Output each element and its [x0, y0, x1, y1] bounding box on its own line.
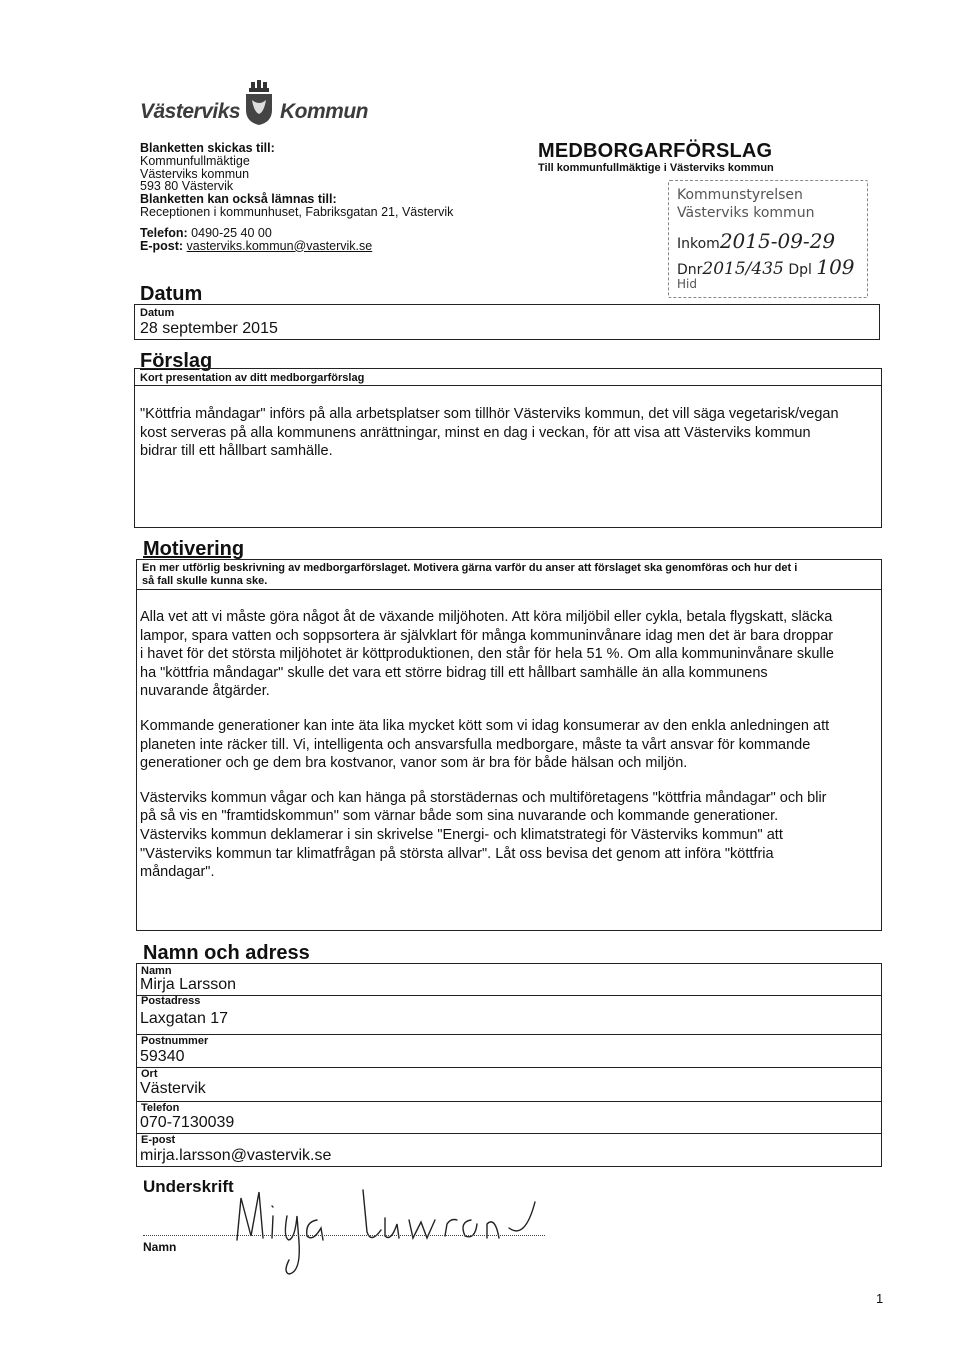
forslag-line: "Köttfria måndagar" införs på alla arbetsplatser som tillhör Västerviks kommun, det vill säga vegetarisk/vegan	[140, 406, 839, 422]
alt-address: Receptionen i kommunhuset, Fabriksgatan 21, Västervik	[140, 204, 454, 219]
form-subtitle: Till kommunfullmäktige i Västerviks kommun	[538, 162, 774, 174]
contact-box	[136, 963, 882, 1167]
address-line: Kommunfullmäktige	[140, 153, 250, 168]
contact-value-postnummer[interactable]: 59340	[140, 1048, 185, 1065]
coat-of-arms-icon	[242, 80, 276, 126]
stamp-inkom-value: 2015-09-29	[719, 229, 836, 253]
stamp-dpl-value: 109	[816, 255, 855, 279]
stamp-line1: Kommunstyrelsen	[677, 187, 803, 203]
contact-heading: Namn och adress	[143, 942, 310, 964]
motivering-text[interactable]	[140, 608, 834, 898]
logo-text-right: Kommun	[280, 100, 368, 123]
email-link[interactable]: vasterviks.kommun@vastervik.se	[186, 238, 373, 253]
datum-heading: Datum	[140, 283, 203, 305]
motivering-paragraph: Alla vet att vi måste göra något åt de växande miljöhoten. Att köra miljöbil eller cykla, betala flygskatt, släcka lampor, spara vatten och soppsortera är självklart för många kommuninvånare idag men det är bara droppar i havet för det största miljöhotet är köttproduktionen, den står för hela 51 %. Om alla kommuninvånare skulle ha "köttfria måndagar" skulle det vara ett större bidrag till ett hållbart samhälle än alla kommunens nuvarande åtgärder.	[140, 609, 834, 700]
contact-value-ort[interactable]: Västervik	[140, 1080, 206, 1097]
motivering-heading: Motivering	[143, 538, 245, 560]
signature-line	[143, 1235, 545, 1236]
motivering-box	[136, 559, 882, 931]
page-number: 1	[876, 1291, 884, 1306]
logo-text-left: Västerviks	[140, 100, 241, 123]
forslag-line: kost serveras på alla kommunens anrättningar, minst en dag i veckan, för att visa att Västerviks kommun	[140, 424, 811, 441]
signature-name-label: Namn	[143, 1240, 177, 1254]
municipality-logo	[140, 78, 370, 128]
motivering-paragraph: Västerviks kommun vågar och kan hänga på storstädernas och multiföretagens "köttfria måndagar" och blir på så vis en "framtidskommun" som värnar både som sina nuvarande och kommande generationer. Västerviks kommun deklamerar i sin skrivelse "Energi- och klimatstrategi för Västerviks kommun" att "Västerviks kommun tar klimatfrågan på största allvar". Låt oss bevisa det genom att införa "köttfria måndagar".	[140, 789, 827, 881]
forslag-text[interactable]	[140, 405, 839, 461]
stamp-inkom-label: Inkom	[677, 236, 720, 252]
datum-value[interactable]: 28 september 2015	[140, 320, 278, 337]
alt-label: Blanketten kan också lämnas till:	[140, 192, 337, 207]
signature-heading: Underskrift	[143, 1177, 234, 1196]
datum-box	[134, 304, 880, 340]
contact-label-postnummer: Postnummer	[141, 1035, 209, 1047]
phone-label: Telefon:	[140, 225, 188, 240]
forslag-box	[134, 368, 882, 528]
forslag-heading: Förslag	[140, 350, 213, 372]
stamp-dpl-label: Dpl	[788, 262, 812, 278]
address-line: 593 80 Västervik	[140, 179, 234, 194]
contact-label-epost: E-post	[141, 1134, 176, 1146]
contact-value-telefon[interactable]: 070-7130039	[140, 1114, 235, 1131]
forslag-line: bidrar till ett hållbart samhälle.	[140, 443, 333, 460]
form-title: MEDBORGARFÖRSLAG	[538, 140, 773, 162]
stamp-hid-label: Hid	[677, 277, 697, 291]
sender-info	[140, 142, 453, 252]
phone-value: 0490-25 40 00	[191, 225, 272, 240]
contact-label-ort: Ort	[141, 1068, 158, 1080]
stamp-line2: Västerviks kommun	[677, 205, 815, 221]
contact-value-postadress[interactable]: Laxgatan 17	[140, 1010, 229, 1027]
handwritten-signature-icon	[225, 1180, 555, 1280]
motivering-label-line2: så fall skulle kunna ske.	[142, 575, 268, 587]
email-label: E-post:	[140, 238, 184, 253]
send-to-label: Blanketten skickas till:	[140, 141, 275, 155]
contact-value-namn[interactable]: Mirja Larsson	[140, 976, 237, 993]
received-stamp	[668, 180, 868, 298]
forslag-label: Kort presentation av ditt medborgarförslag	[140, 372, 365, 384]
motivering-paragraph: Kommande generationer kan inte äta lika mycket kött som vi idag konsumerar av den enkla anledningen att planeten inte räcker till. Vi, intelligenta och ansvarsfulla medborgare, måste ta vårt ansvar för kommande generationer och ge dem bra kostvanor, vanor som är bra för både hälsan och miljön.	[140, 717, 830, 772]
stamp-dnr-value: 2015/435	[702, 259, 784, 279]
motivering-label-line1: En mer utförlig beskrivning av medborgarförslaget. Motivera gärna varför du anser att förslaget ska genomföras och hur det i	[142, 562, 798, 574]
address-line: Västerviks kommun	[140, 166, 250, 181]
contact-label-namn: Namn	[141, 965, 172, 977]
stamp-dnr-label: Dnr	[677, 262, 703, 278]
contact-value-epost[interactable]: mirja.larsson@vastervik.se	[140, 1147, 332, 1164]
contact-label-telefon: Telefon	[141, 1102, 180, 1114]
datum-label: Datum	[140, 307, 175, 319]
contact-label-postadress: Postadress	[141, 995, 201, 1007]
